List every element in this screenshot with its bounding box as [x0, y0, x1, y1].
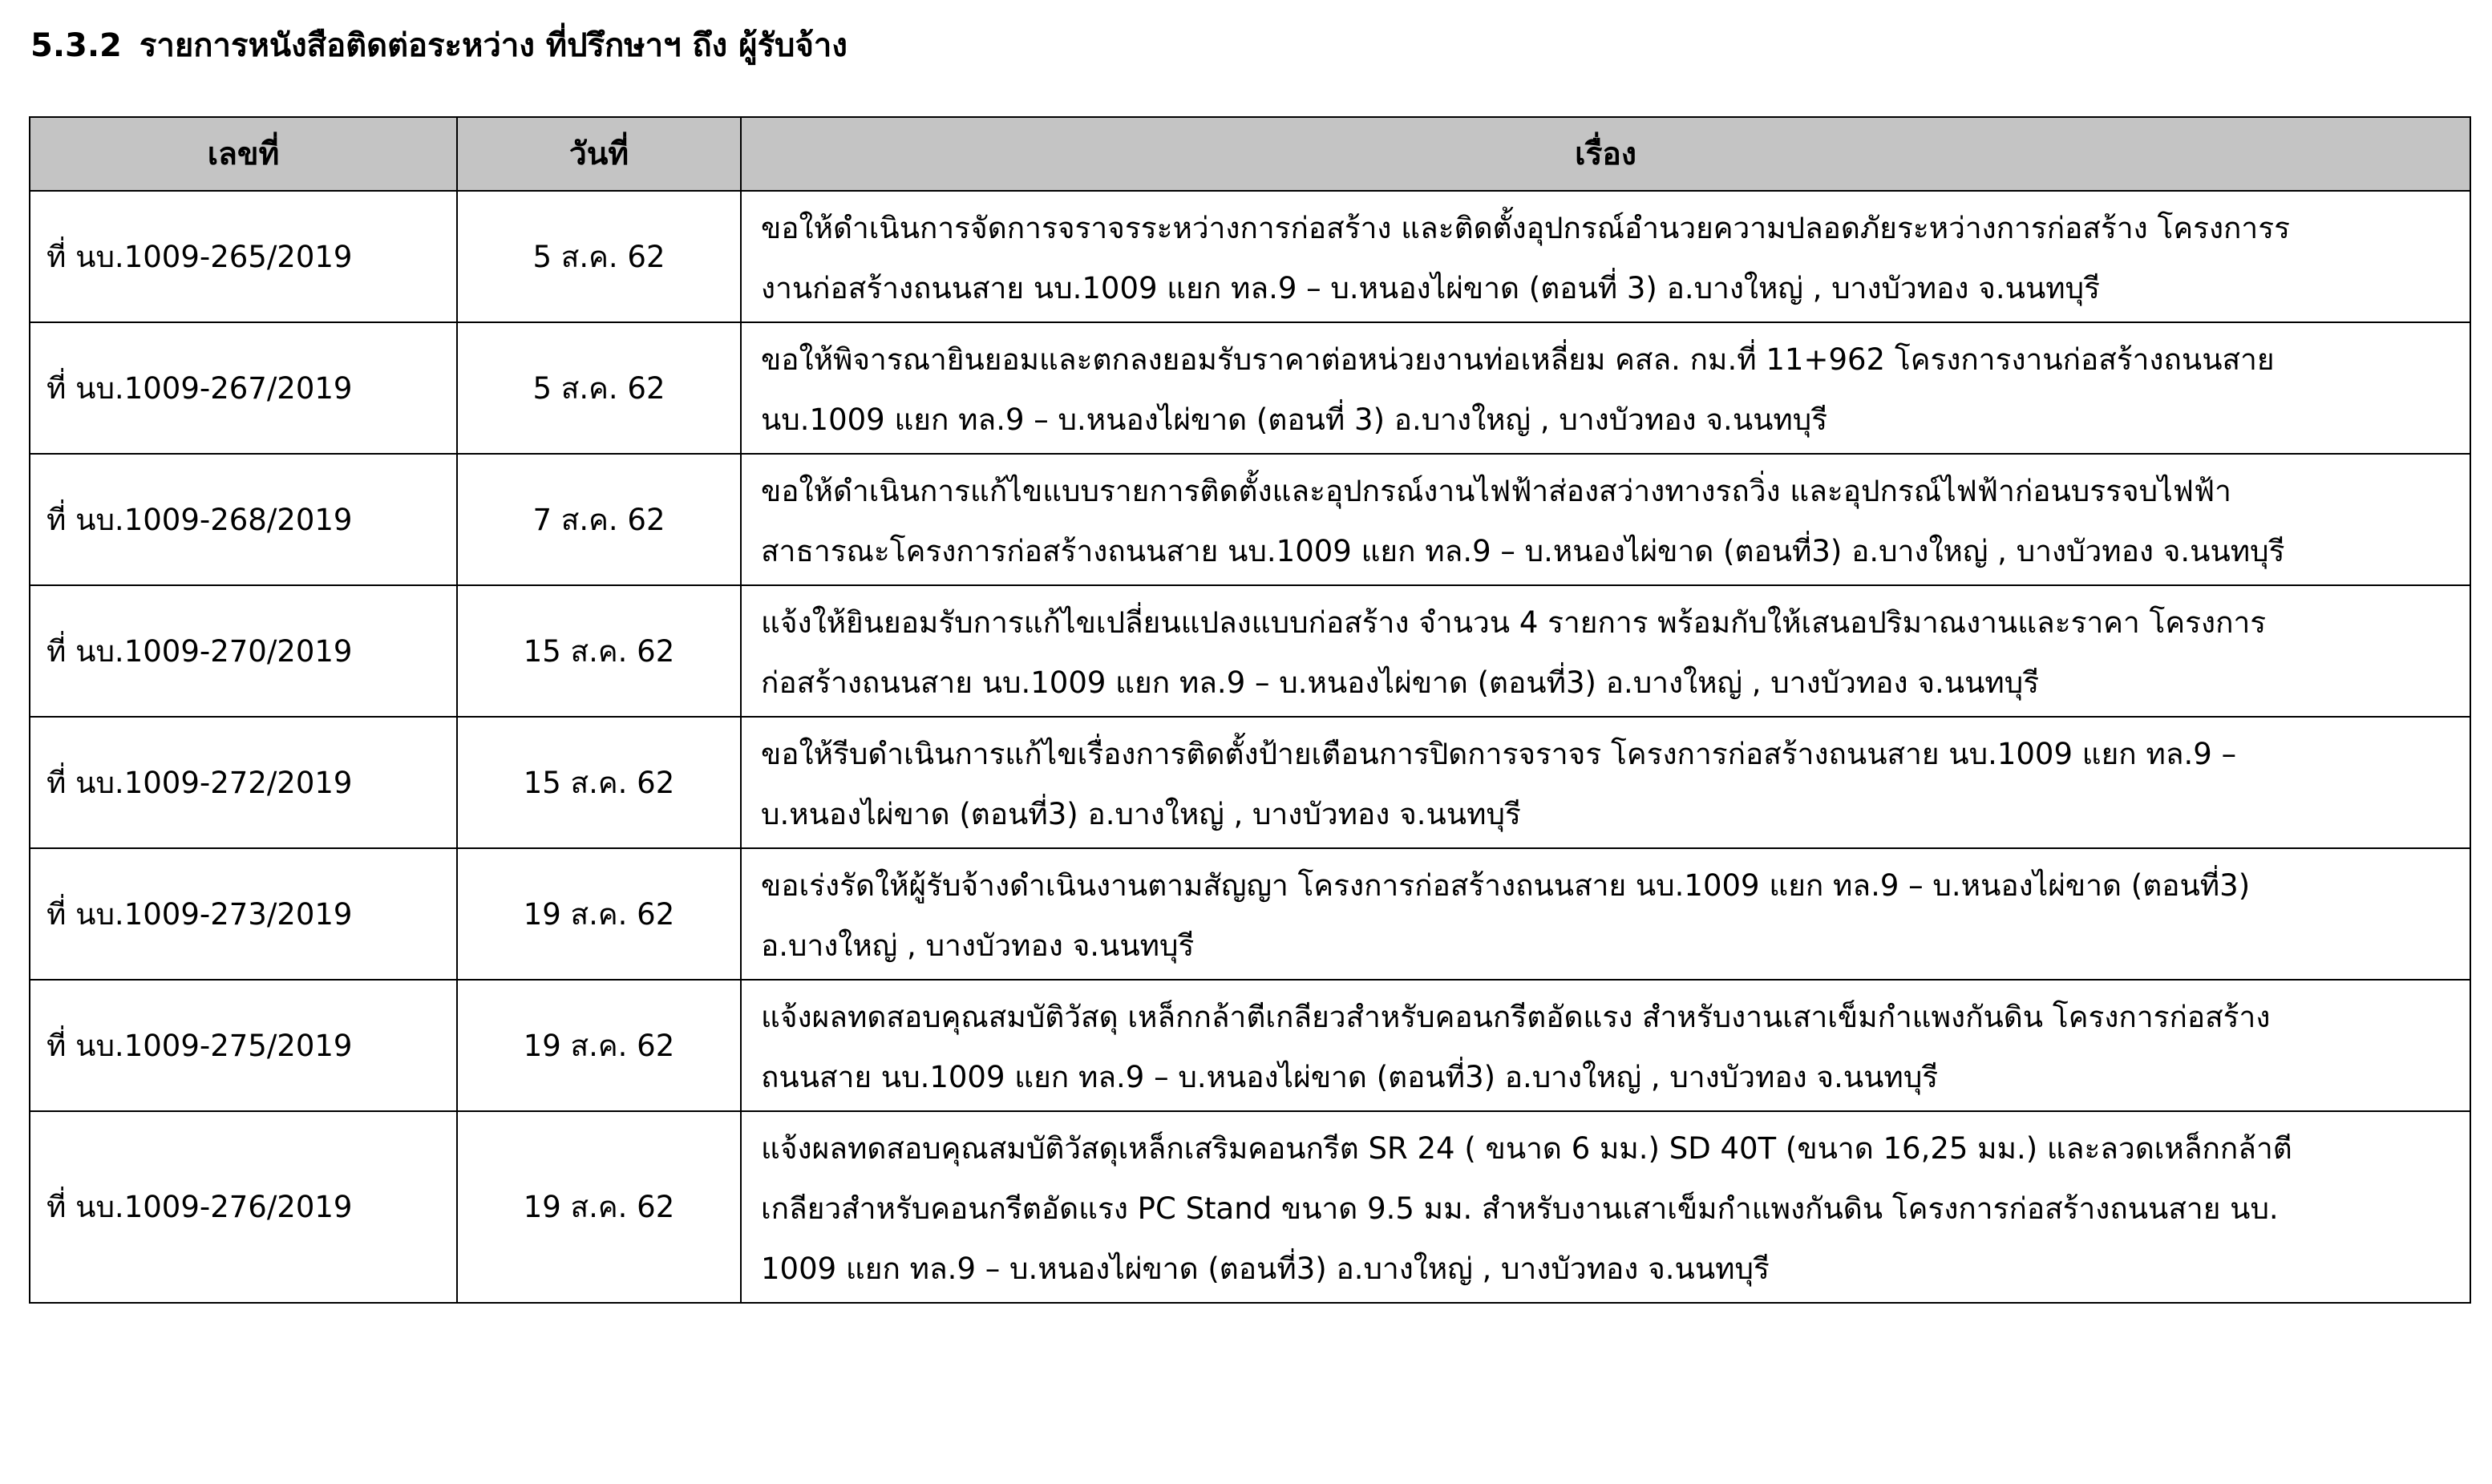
- table-row: [30, 1111, 2470, 1303]
- subject-line: ขอให้ดำเนินการแก้ไขแบบรายการติดตั้งและอุปกรณ์งานไฟฟ้าส่องสว่างทางรถวิ่ง และอุปกรณ์ไฟฟ้าก่อนบรรจบไฟฟ้า: [761, 474, 2231, 508]
- subject-line: ขอเร่งรัดให้ผู้รับจ้างดำเนินงานตามสัญญา โครงการก่อสร้างถนนสาย นบ.1009 แยก ทล.9 – บ.หนองไผ่ขาด (ตอนที่3): [761, 868, 2251, 903]
- subject-line: สาธารณะโครงการก่อสร้างถนนสาย นบ.1009 แยก ทล.9 – บ.หนองไผ่ขาด (ตอนที่3) อ.บางใหญ่ , บางบัวทอง จ.นนทบุรี: [761, 534, 2285, 568]
- letter-number: ที่ นบ.1009-265/2019: [30, 191, 457, 322]
- subject-line: งานก่อสร้างถนนสาย นบ.1009 แยก ทล.9 – บ.หนองไผ่ขาด (ตอนที่ 3) อ.บางใหญ่ , บางบัวทอง จ.นนทบุรี: [761, 271, 2101, 305]
- header-subject: เรื่อง: [741, 117, 2470, 191]
- subject-line: ก่อสร้างถนนสาย นบ.1009 แยก ทล.9 – บ.หนองไผ่ขาด (ตอนที่3) อ.บางใหญ่ , บางบัวทอง จ.นนทบุรี: [761, 665, 2040, 700]
- letter-subject: [741, 454, 2470, 585]
- section-title: รายการหนังสือติดต่อระหว่าง ที่ปรึกษาฯ ถึง ผู้รับจ้าง: [139, 27, 848, 64]
- letter-subject: [741, 322, 2470, 454]
- subject-line: แจ้งให้ยินยอมรับการแก้ไขเปลี่ยนแปลงแบบก่อสร้าง จำนวน 4 รายการ พร้อมกับให้เสนอปริมาณงานและราคา โครงการ: [761, 605, 2267, 640]
- subject-line: 1009 แยก ทล.9 – บ.หนองไผ่ขาด (ตอนที่3) อ.บางใหญ่ , บางบัวทอง จ.นนทบุรี: [761, 1251, 1770, 1286]
- letter-number: ที่ นบ.1009-273/2019: [30, 848, 457, 980]
- subject-line: บ.หนองไผ่ขาด (ตอนที่3) อ.บางใหญ่ , บางบัวทอง จ.นนทบุรี: [761, 797, 1521, 831]
- table-row: [30, 717, 2470, 848]
- letter-number: ที่ นบ.1009-270/2019: [30, 585, 457, 717]
- letter-number: ที่ นบ.1009-276/2019: [30, 1111, 457, 1303]
- subject-line: อ.บางใหญ่ , บางบัวทอง จ.นนทบุรี: [761, 928, 1195, 963]
- letter-subject: [741, 585, 2470, 717]
- letter-number: ที่ นบ.1009-267/2019: [30, 322, 457, 454]
- table-row: [30, 322, 2470, 454]
- header-date: วันที่: [457, 117, 741, 191]
- letter-date: 15 ส.ค. 62: [457, 585, 741, 717]
- table-row: [30, 585, 2470, 717]
- letter-date: 19 ส.ค. 62: [457, 1111, 741, 1303]
- letter-date: 19 ส.ค. 62: [457, 980, 741, 1111]
- letter-subject: [741, 191, 2470, 322]
- subject-line: แจ้งผลทดสอบคุณสมบัติวัสดุ เหล็กกล้าตีเกลียวสำหรับคอนกรีตอัดแรง สำหรับงานเสาเข็มกำแพงกันดิน โครงการก่อสร้าง: [761, 1000, 2271, 1034]
- letter-subject: [741, 717, 2470, 848]
- table-row: [30, 454, 2470, 585]
- table-row: [30, 191, 2470, 322]
- letter-subject: [741, 1111, 2470, 1303]
- section-heading: [30, 22, 848, 69]
- subject-line: ขอให้พิจารณายินยอมและตกลงยอมรับราคาต่อหน่วยงานท่อเหลี่ยม คสล. กม.ที่ 11+962 โครงการงานก่อสร้างถนนสาย: [761, 342, 2275, 377]
- letter-date: 19 ส.ค. 62: [457, 848, 741, 980]
- correspondence-table: [29, 116, 2471, 1304]
- letter-subject: [741, 980, 2470, 1111]
- letter-date: 15 ส.ค. 62: [457, 717, 741, 848]
- letter-date: 5 ส.ค. 62: [457, 191, 741, 322]
- table-row: [30, 980, 2470, 1111]
- subject-line: นบ.1009 แยก ทล.9 – บ.หนองไผ่ขาด (ตอนที่ 3) อ.บางใหญ่ , บางบัวทอง จ.นนทบุรี: [761, 402, 1828, 437]
- table-row: [30, 848, 2470, 980]
- letter-number: ที่ นบ.1009-272/2019: [30, 717, 457, 848]
- subject-line: ขอให้รีบดำเนินการแก้ไขเรื่องการติดตั้งป้ายเตือนการปิดการจราจร โครงการก่อสร้างถนนสาย นบ.1009 แยก ทล.9 –: [761, 737, 2237, 771]
- letter-number: ที่ นบ.1009-275/2019: [30, 980, 457, 1111]
- subject-line: แจ้งผลทดสอบคุณสมบัติวัสดุเหล็กเสริมคอนกรีต SR 24 ( ขนาด 6 มม.) SD 40T (ขนาด 16,25 มม.) และลวดเหล็กกล้าตี: [761, 1131, 2292, 1166]
- letter-date: 7 ส.ค. 62: [457, 454, 741, 585]
- letter-number: ที่ นบ.1009-268/2019: [30, 454, 457, 585]
- subject-line: ขอให้ดำเนินการจัดการจราจรระหว่างการก่อสร้าง และติดตั้งอุปกรณ์อำนวยความปลอดภัยระหว่างการก่อสร้าง โครงการร: [761, 211, 2290, 245]
- subject-line: เกลียวสำหรับคอนกรีตอัดแรง PC Stand ขนาด 9.5 มม. สำหรับงานเสาเข็มกำแพงกันดิน โครงการก่อสร้างถนนสาย นบ.: [761, 1191, 2279, 1226]
- section-number: 5.3.2: [30, 27, 122, 64]
- header-number: เลขที่: [30, 117, 457, 191]
- letter-date: 5 ส.ค. 62: [457, 322, 741, 454]
- subject-line: ถนนสาย นบ.1009 แยก ทล.9 – บ.หนองไผ่ขาด (ตอนที่3) อ.บางใหญ่ , บางบัวทอง จ.นนทบุรี: [761, 1060, 1939, 1094]
- table-header-row: [30, 117, 2470, 191]
- letter-subject: [741, 848, 2470, 980]
